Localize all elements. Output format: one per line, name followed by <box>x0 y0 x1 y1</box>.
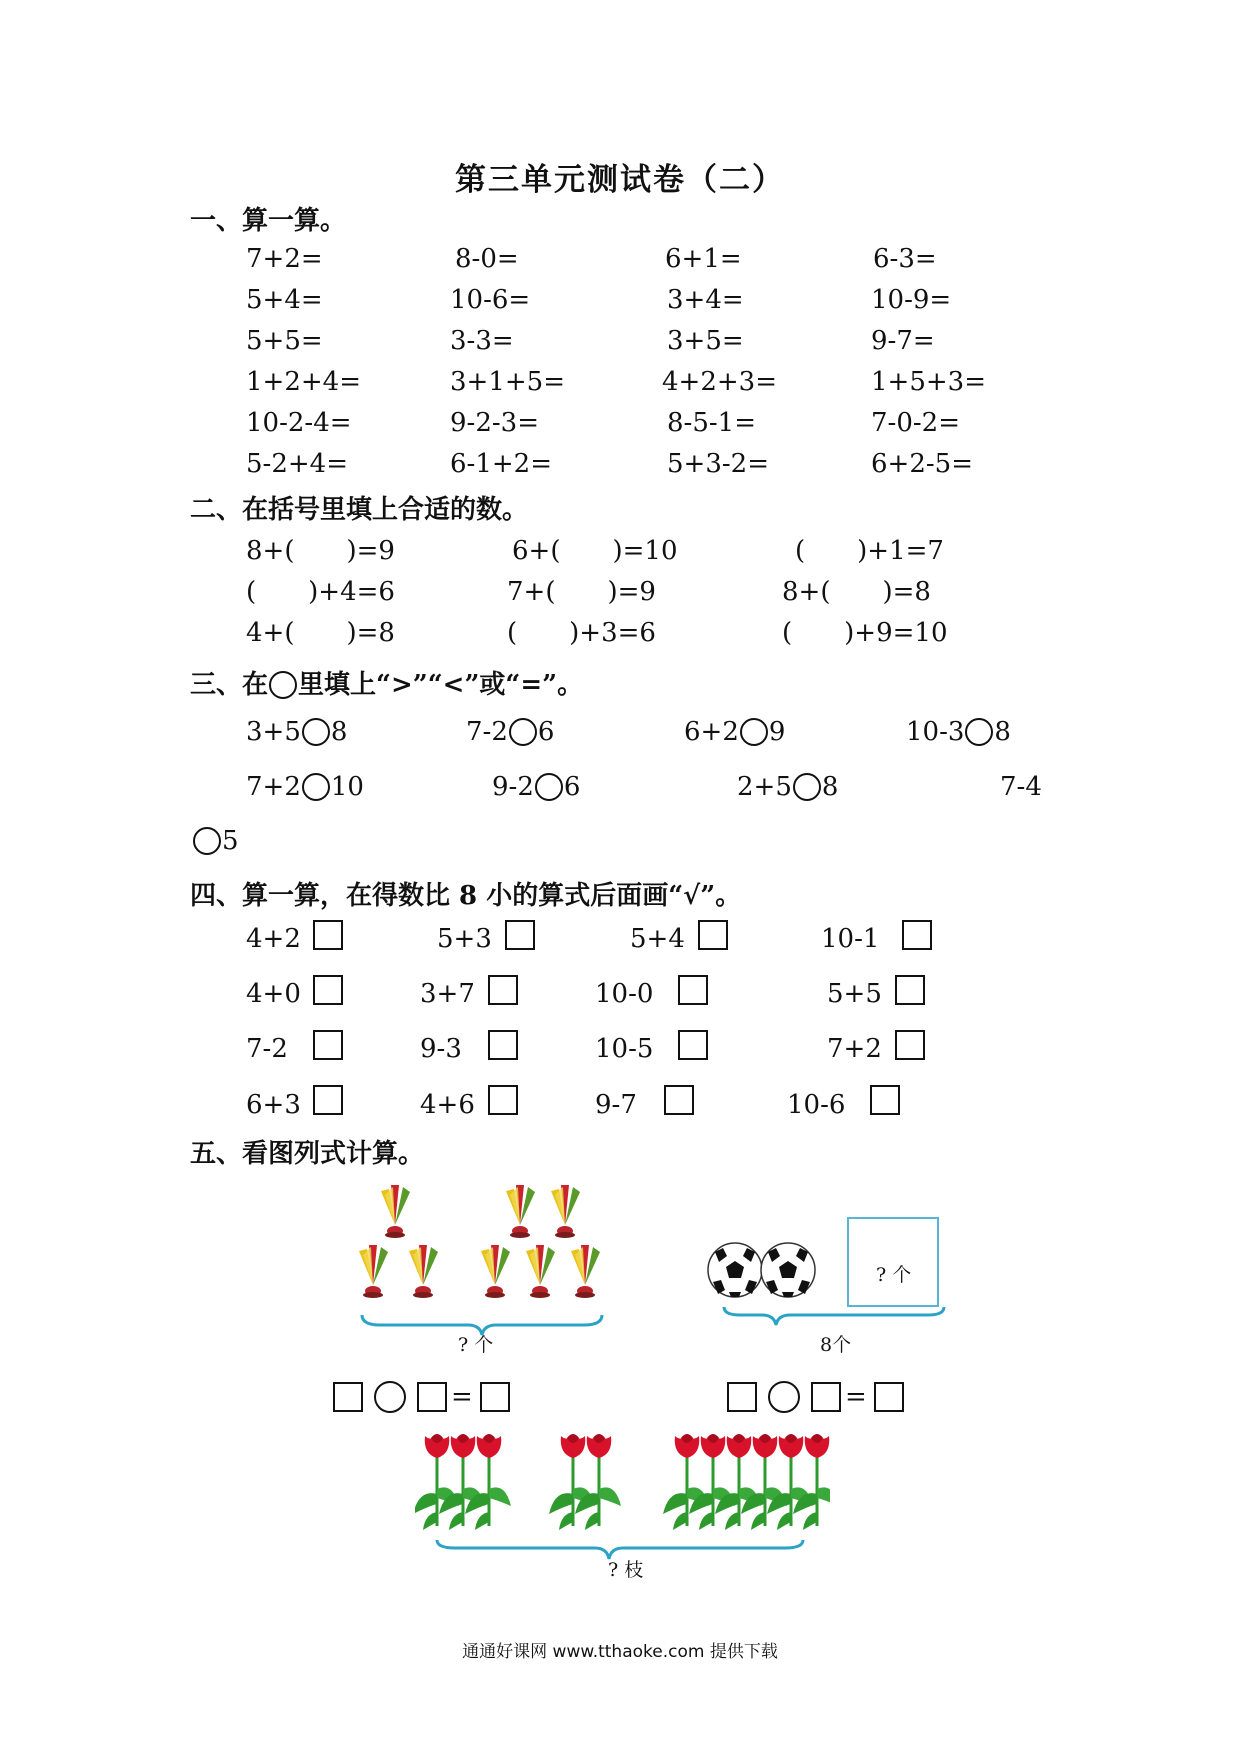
box-label: ? 个 <box>876 1264 912 1286</box>
check-problem: 5+4 <box>630 924 685 954</box>
check-problem: 7-2 <box>246 1034 288 1064</box>
fill-blank-problem: 8+( )=8 <box>782 577 931 607</box>
answer-box[interactable] <box>874 1382 904 1412</box>
problem: 7+2= <box>246 244 323 274</box>
brace <box>724 1307 944 1325</box>
check-box[interactable] <box>664 1085 694 1115</box>
check-problem: 5+3 <box>437 924 492 954</box>
compare-problem: 2+5 8 <box>737 772 839 802</box>
fill-blank-problem: 6+( )=10 <box>512 536 678 566</box>
compare-problem: 3+5 8 <box>246 717 348 747</box>
check-problem: 10-0 <box>595 979 654 1009</box>
problem: 5-2+4= <box>246 449 348 479</box>
shuttlecock-picture <box>340 1175 620 1350</box>
answer-box[interactable] <box>727 1382 757 1412</box>
problem: 5+5= <box>246 326 323 356</box>
check-box[interactable] <box>313 1085 343 1115</box>
check-problem: 10-5 <box>595 1034 654 1064</box>
problem: 9-2-3= <box>450 408 539 438</box>
equals-sign: = <box>451 1382 473 1412</box>
problem: 1+2+4= <box>246 367 361 397</box>
compare-problem: 7+2 10 <box>246 772 364 802</box>
problem: 4+2+3= <box>662 367 777 397</box>
picture-1-label: ? 个 <box>458 1334 494 1356</box>
operator-circle[interactable] <box>374 1381 406 1413</box>
fill-blank-problem: 8+( )=9 <box>246 536 395 566</box>
answer-box[interactable] <box>811 1382 841 1412</box>
soccer-ball-picture <box>700 1215 960 1340</box>
problem: 6-1+2= <box>450 449 552 479</box>
problem: 1+5+3= <box>871 367 986 397</box>
operator-circle[interactable] <box>768 1381 800 1413</box>
fill-blank-problem: ( )+9=10 <box>782 618 948 648</box>
compare-problem: 10-3 8 <box>906 717 1011 747</box>
problem: 3+1+5= <box>450 367 565 397</box>
fill-blank-problem: 7+( )=9 <box>507 577 656 607</box>
problem: 3+5= <box>667 326 744 356</box>
picture-3-label: ? 枝 <box>608 1559 644 1581</box>
compare-circle[interactable] <box>302 718 330 746</box>
check-problem: 4+6 <box>420 1090 475 1120</box>
section-5-heading: 五、看图列式计算。 <box>190 1139 425 1169</box>
compare-problem-left: 7-4 <box>1000 772 1042 802</box>
circle-icon <box>269 671 297 699</box>
problem: 8-0= <box>455 244 519 274</box>
section-4-heading: 四、算一算，在得数比 8 小的算式后面画“√”。 <box>190 881 742 911</box>
page-title: 第三单元测试卷（二） <box>455 162 785 198</box>
problem: 8-5-1= <box>667 408 756 438</box>
check-box[interactable] <box>870 1085 900 1115</box>
check-problem: 10-6 <box>787 1090 846 1120</box>
section-3-heading-part1: 三、在 <box>190 670 269 700</box>
check-box[interactable] <box>698 920 728 950</box>
fill-blank-problem: 4+( )=8 <box>246 618 395 648</box>
section-3-heading-part2: 里填上“>”“<”或“=”。 <box>298 670 584 700</box>
compare-problem: 6+2 9 <box>684 717 786 747</box>
compare-circle[interactable] <box>965 718 993 746</box>
fill-blank-problem: ( )+4=6 <box>246 577 395 607</box>
check-problem: 4+0 <box>246 979 301 1009</box>
check-box[interactable] <box>488 1030 518 1060</box>
answer-box[interactable] <box>333 1382 363 1412</box>
check-box[interactable] <box>313 920 343 950</box>
problem: 6+2-5= <box>871 449 973 479</box>
check-box[interactable] <box>678 975 708 1005</box>
footer-text: 通通好课网 www.tthaoke.com 提供下载 <box>462 1642 778 1662</box>
answer-box[interactable] <box>480 1382 510 1412</box>
compare-problem: 7-2 6 <box>466 717 555 747</box>
problem: 5+4= <box>246 285 323 315</box>
check-problem: 9-7 <box>595 1090 637 1120</box>
compare-circle[interactable] <box>193 827 221 855</box>
compare-problem-wrap: 5 <box>192 826 239 856</box>
compare-circle[interactable] <box>302 773 330 801</box>
problem: 3+4= <box>667 285 744 315</box>
answer-box[interactable] <box>417 1382 447 1412</box>
check-box[interactable] <box>902 920 932 950</box>
check-box[interactable] <box>313 1030 343 1060</box>
flower-picture <box>415 1428 830 1568</box>
compare-circle[interactable] <box>740 718 768 746</box>
check-box[interactable] <box>313 975 343 1005</box>
check-box[interactable] <box>895 1030 925 1060</box>
compare-circle[interactable] <box>535 773 563 801</box>
check-problem: 6+3 <box>246 1090 301 1120</box>
picture-2-label: 8个 <box>820 1334 852 1356</box>
check-problem: 10-1 <box>821 924 880 954</box>
problem: 7-0-2= <box>871 408 960 438</box>
compare-circle[interactable] <box>793 773 821 801</box>
check-problem: 4+2 <box>246 924 301 954</box>
check-box[interactable] <box>505 920 535 950</box>
check-box[interactable] <box>488 1085 518 1115</box>
problem: 10-9= <box>871 285 952 315</box>
problem: 10-6= <box>450 285 531 315</box>
fill-blank-problem: ( )+1=7 <box>795 536 944 566</box>
check-problem: 7+2 <box>827 1034 882 1064</box>
problem: 9-7= <box>871 326 935 356</box>
problem: 5+3-2= <box>667 449 769 479</box>
check-box[interactable] <box>895 975 925 1005</box>
section-2-heading: 二、在括号里填上合适的数。 <box>190 495 529 525</box>
section-1-heading: 一、算一算。 <box>190 206 347 236</box>
section-3-heading <box>190 664 583 701</box>
problem: 6-3= <box>873 244 937 274</box>
fill-blank-problem: ( )+3=6 <box>507 618 656 648</box>
compare-circle[interactable] <box>509 718 537 746</box>
equals-sign: = <box>845 1382 867 1412</box>
problem: 3-3= <box>450 326 514 356</box>
check-box[interactable] <box>678 1030 708 1060</box>
problem: 10-2-4= <box>246 408 352 438</box>
problem: 6+1= <box>665 244 742 274</box>
check-problem: 9-3 <box>420 1034 462 1064</box>
check-problem: 5+5 <box>827 979 882 1009</box>
compare-problem: 9-2 6 <box>492 772 581 802</box>
check-problem: 3+7 <box>420 979 475 1009</box>
check-box[interactable] <box>488 975 518 1005</box>
